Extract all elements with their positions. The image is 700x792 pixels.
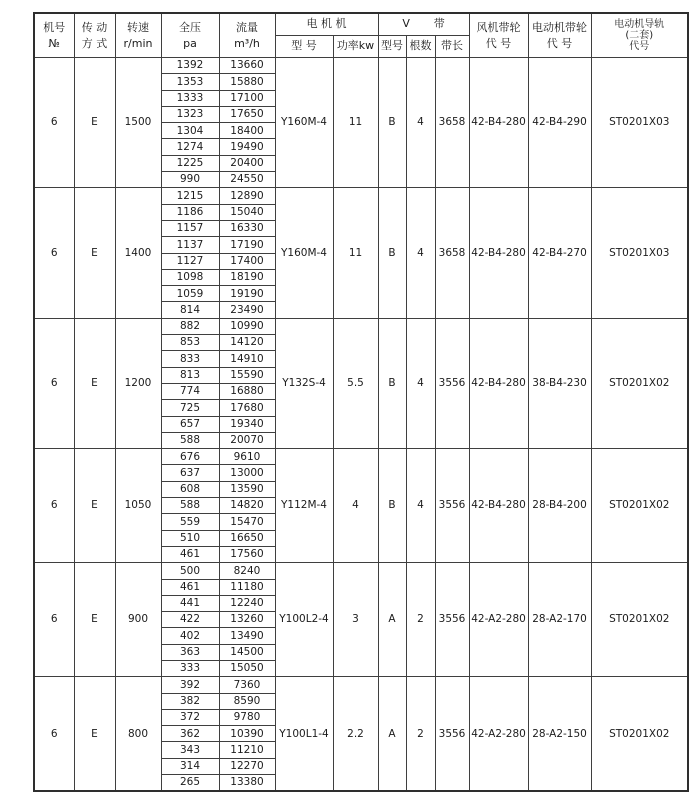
- flow-cell: 24550: [219, 172, 275, 188]
- motor-pulley-cell: 42-B4-270: [528, 188, 591, 318]
- col-header-drive: [74, 13, 115, 58]
- flow-cell: 16650: [219, 530, 275, 546]
- pressure-cell: 657: [161, 416, 219, 432]
- fan-pulley-cell: 42-B4-280: [469, 449, 528, 563]
- machine-no-cell: 6: [34, 58, 74, 188]
- flow-cell: 9780: [219, 709, 275, 725]
- machine-no-cell: 6: [34, 449, 74, 563]
- pressure-cell: 343: [161, 742, 219, 758]
- belt-type-cell: B: [378, 318, 406, 448]
- table-body: [34, 58, 688, 792]
- speed-cell: 1400: [115, 188, 161, 318]
- motor-model-cell: Y160M-4: [275, 58, 333, 188]
- flow-cell: 15050: [219, 660, 275, 676]
- drive-cell: E: [74, 449, 115, 563]
- rail-cell: ST0201X02: [591, 318, 688, 448]
- flow-cell: 8590: [219, 693, 275, 709]
- pressure-cell: 588: [161, 498, 219, 514]
- pressure-cell: 441: [161, 595, 219, 611]
- belt-length-cell: 3556: [435, 318, 469, 448]
- belt-count-cell: 2: [406, 563, 435, 677]
- pressure-cell: 1157: [161, 220, 219, 236]
- belt-count-cell: 4: [406, 318, 435, 448]
- drive-cell: E: [74, 58, 115, 188]
- drive-label-line1: 传 动: [81, 20, 108, 34]
- flow-cell: 14500: [219, 644, 275, 660]
- machine-no-cell: 6: [34, 188, 74, 318]
- machine-no-label-line2: №: [48, 36, 60, 50]
- col-header-speed: [115, 13, 161, 58]
- power-cell: 3: [333, 563, 378, 677]
- pressure-cell: 265: [161, 775, 219, 792]
- pressure-cell: 402: [161, 628, 219, 644]
- flow-cell: 13000: [219, 465, 275, 481]
- col-header-motor-model: 型 号: [275, 36, 333, 58]
- pressure-label-line2: pa: [183, 36, 197, 50]
- speed-cell: 1500: [115, 58, 161, 188]
- flow-cell: 20400: [219, 155, 275, 171]
- rail-cell: ST0201X02: [591, 677, 688, 792]
- table-row: [34, 449, 688, 465]
- motor-model-cell: Y100L2-4: [275, 563, 333, 677]
- flow-cell: 23490: [219, 302, 275, 318]
- flow-cell: 13380: [219, 775, 275, 792]
- pressure-cell: 1274: [161, 139, 219, 155]
- vbelt-v-label: V: [402, 17, 410, 31]
- flow-label-line2: m³/h: [234, 36, 260, 50]
- pressure-cell: 1323: [161, 106, 219, 122]
- pressure-cell: 314: [161, 758, 219, 774]
- rail-cell: ST0201X03: [591, 188, 688, 318]
- pressure-cell: 725: [161, 400, 219, 416]
- flow-cell: 11210: [219, 742, 275, 758]
- belt-length-cell: 3556: [435, 563, 469, 677]
- table-row: [34, 318, 688, 334]
- pressure-cell: 363: [161, 644, 219, 660]
- pressure-cell: 814: [161, 302, 219, 318]
- flow-cell: 12270: [219, 758, 275, 774]
- flow-cell: 13590: [219, 481, 275, 497]
- speed-cell: 1050: [115, 449, 161, 563]
- flow-cell: 20070: [219, 432, 275, 448]
- vbelt-group-label: [379, 17, 469, 32]
- fan-spec-table: [33, 12, 689, 792]
- fan-pulley-cell: 42-A2-280: [469, 563, 528, 677]
- motor-model-cell: Y112M-4: [275, 449, 333, 563]
- pressure-cell: 392: [161, 677, 219, 693]
- flow-cell: 7360: [219, 677, 275, 693]
- col-header-belt-count: 根数: [406, 36, 435, 58]
- drive-cell: E: [74, 677, 115, 792]
- flow-cell: 16880: [219, 383, 275, 399]
- pressure-cell: 1059: [161, 286, 219, 302]
- fan-pulley-cell: 42-B4-280: [469, 318, 528, 448]
- flow-cell: 15470: [219, 514, 275, 530]
- pressure-cell: 422: [161, 612, 219, 628]
- flow-cell: 13490: [219, 628, 275, 644]
- power-cell: 5.5: [333, 318, 378, 448]
- power-cell: 11: [333, 58, 378, 188]
- flow-cell: 18400: [219, 123, 275, 139]
- fan-pulley-cell: 42-B4-280: [469, 188, 528, 318]
- pressure-cell: 1225: [161, 155, 219, 171]
- pressure-label-line1: 全压: [179, 20, 201, 34]
- fan-pulley-cell: 42-A2-280: [469, 677, 528, 792]
- pressure-cell: 333: [161, 660, 219, 676]
- motor-rail-label-line1: 电动机导轨: [614, 19, 665, 30]
- col-header-vbelt-group: [378, 13, 469, 36]
- motor-rail-label-line3: 代号: [629, 41, 650, 52]
- col-header-belt-length: 带长: [435, 36, 469, 58]
- speed-label-line1: 转速: [127, 20, 149, 34]
- belt-length-cell: 3658: [435, 188, 469, 318]
- machine-no-cell: 6: [34, 318, 74, 448]
- fan-pulley-label-line2: 代 号: [485, 36, 512, 50]
- flow-label-line1: 流量: [236, 20, 258, 34]
- pressure-cell: 1392: [161, 58, 219, 74]
- belt-type-cell: B: [378, 58, 406, 188]
- belt-type-cell: A: [378, 563, 406, 677]
- pressure-cell: 588: [161, 432, 219, 448]
- pressure-cell: 1333: [161, 90, 219, 106]
- belt-type-cell: A: [378, 677, 406, 792]
- motor-model-cell: Y100L1-4: [275, 677, 333, 792]
- pressure-cell: 1215: [161, 188, 219, 204]
- pressure-cell: 637: [161, 465, 219, 481]
- flow-cell: 19340: [219, 416, 275, 432]
- belt-count-cell: 4: [406, 188, 435, 318]
- flow-cell: 17100: [219, 90, 275, 106]
- belt-length-cell: 3556: [435, 449, 469, 563]
- motor-pulley-cell: 28-A2-150: [528, 677, 591, 792]
- flow-cell: 19190: [219, 286, 275, 302]
- pressure-cell: 461: [161, 546, 219, 562]
- col-header-flow: [219, 13, 275, 58]
- motor-model-cell: Y160M-4: [275, 188, 333, 318]
- motor-pulley-cell: 42-B4-290: [528, 58, 591, 188]
- motor-pulley-cell: 38-B4-230: [528, 318, 591, 448]
- pressure-cell: 1127: [161, 253, 219, 269]
- flow-cell: 17650: [219, 106, 275, 122]
- flow-cell: 14910: [219, 351, 275, 367]
- drive-cell: E: [74, 563, 115, 677]
- pressure-cell: 1304: [161, 123, 219, 139]
- pressure-cell: 559: [161, 514, 219, 530]
- flow-cell: 16330: [219, 220, 275, 236]
- flow-cell: 13260: [219, 612, 275, 628]
- pressure-cell: 833: [161, 351, 219, 367]
- pressure-cell: 608: [161, 481, 219, 497]
- table-row: [34, 188, 688, 204]
- speed-cell: 1200: [115, 318, 161, 448]
- flow-cell: 14820: [219, 498, 275, 514]
- power-cell: 11: [333, 188, 378, 318]
- table-row: [34, 563, 688, 579]
- flow-cell: 8240: [219, 563, 275, 579]
- pressure-cell: 1098: [161, 269, 219, 285]
- col-header-belt-model: 型号: [378, 36, 406, 58]
- flow-cell: 17400: [219, 253, 275, 269]
- motor-pulley-label-line1: 电动机带轮: [532, 20, 588, 34]
- machine-no-cell: 6: [34, 563, 74, 677]
- belt-count-cell: 2: [406, 677, 435, 792]
- pressure-cell: 1353: [161, 74, 219, 90]
- belt-length-cell: 3658: [435, 58, 469, 188]
- flow-cell: 15880: [219, 74, 275, 90]
- flow-cell: 11180: [219, 579, 275, 595]
- belt-count-cell: 4: [406, 449, 435, 563]
- pressure-cell: 500: [161, 563, 219, 579]
- flow-cell: 10390: [219, 726, 275, 742]
- col-header-pressure: [161, 13, 219, 58]
- speed-label-line2: r/min: [123, 36, 153, 50]
- flow-cell: 18190: [219, 269, 275, 285]
- col-header-motor-group: 电 机 机: [275, 13, 378, 36]
- speed-cell: 900: [115, 563, 161, 677]
- col-header-fan-pulley: [469, 13, 528, 58]
- col-header-machine-no: [34, 13, 74, 58]
- fan-pulley-label-line1: 风机带轮: [476, 20, 521, 34]
- header-row-1: [34, 13, 688, 36]
- pressure-cell: 813: [161, 367, 219, 383]
- motor-pulley-cell: 28-A2-170: [528, 563, 591, 677]
- motor-rail-label-line2: (二套): [625, 30, 654, 41]
- pressure-cell: 853: [161, 335, 219, 351]
- pressure-cell: 382: [161, 693, 219, 709]
- rail-cell: ST0201X02: [591, 449, 688, 563]
- table-header: [34, 13, 688, 58]
- pressure-cell: 882: [161, 318, 219, 334]
- pressure-cell: 1186: [161, 204, 219, 220]
- pressure-cell: 362: [161, 726, 219, 742]
- power-cell: 2.2: [333, 677, 378, 792]
- flow-cell: 12240: [219, 595, 275, 611]
- col-header-motor-pulley: [528, 13, 591, 58]
- table-row: [34, 677, 688, 693]
- flow-cell: 19490: [219, 139, 275, 155]
- table-row: [34, 58, 688, 74]
- flow-cell: 13660: [219, 58, 275, 74]
- col-header-motor-power: 功率kw: [333, 36, 378, 58]
- pressure-cell: 676: [161, 449, 219, 465]
- drive-label-line2: 方 式: [81, 36, 108, 50]
- belt-type-cell: B: [378, 449, 406, 563]
- pressure-cell: 461: [161, 579, 219, 595]
- col-header-motor-rail: [591, 13, 688, 58]
- motor-pulley-label-line2: 代 号: [546, 36, 573, 50]
- drive-cell: E: [74, 318, 115, 448]
- flow-cell: 9610: [219, 449, 275, 465]
- pressure-cell: 1137: [161, 237, 219, 253]
- flow-cell: 14120: [219, 335, 275, 351]
- flow-cell: 17680: [219, 400, 275, 416]
- rail-cell: ST0201X02: [591, 563, 688, 677]
- drive-cell: E: [74, 188, 115, 318]
- belt-type-cell: B: [378, 188, 406, 318]
- fan-pulley-cell: 42-B4-280: [469, 58, 528, 188]
- flow-cell: 10990: [219, 318, 275, 334]
- pressure-cell: 990: [161, 172, 219, 188]
- machine-no-cell: 6: [34, 677, 74, 792]
- pressure-cell: 510: [161, 530, 219, 546]
- power-cell: 4: [333, 449, 378, 563]
- belt-count-cell: 4: [406, 58, 435, 188]
- pressure-cell: 372: [161, 709, 219, 725]
- belt-length-cell: 3556: [435, 677, 469, 792]
- flow-cell: 17560: [219, 546, 275, 562]
- vbelt-dai-label: 带: [433, 17, 445, 31]
- flow-cell: 15590: [219, 367, 275, 383]
- flow-cell: 17190: [219, 237, 275, 253]
- flow-cell: 15040: [219, 204, 275, 220]
- motor-pulley-cell: 28-B4-200: [528, 449, 591, 563]
- pressure-cell: 774: [161, 383, 219, 399]
- rail-cell: ST0201X03: [591, 58, 688, 188]
- flow-cell: 12890: [219, 188, 275, 204]
- speed-cell: 800: [115, 677, 161, 792]
- motor-model-cell: Y132S-4: [275, 318, 333, 448]
- machine-no-label-line1: 机号: [43, 20, 66, 34]
